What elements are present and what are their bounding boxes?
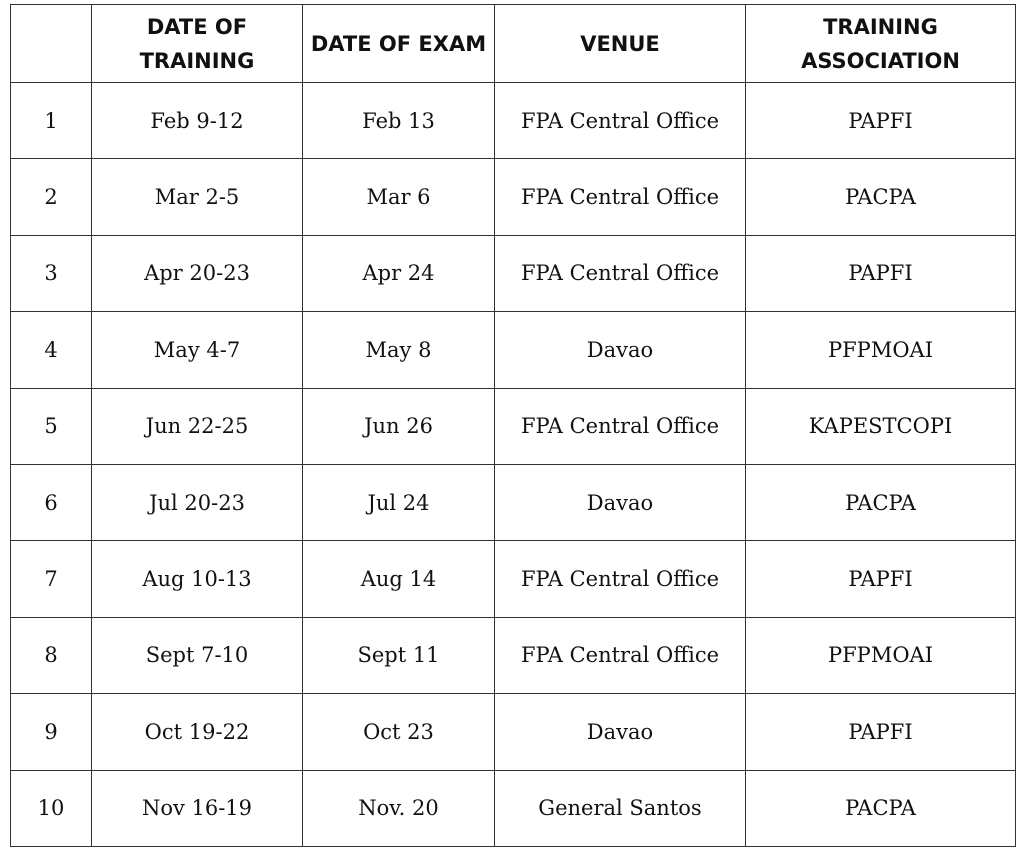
table-row	[11, 159, 1016, 235]
cell-date-of-exam: Jul 24	[303, 464, 495, 540]
cell-number: 10	[11, 770, 92, 846]
table-header	[11, 5, 1016, 83]
table-row	[11, 694, 1016, 770]
training-schedule-table	[10, 4, 1016, 847]
cell-number: 1	[11, 83, 92, 159]
cell-venue: FPA Central Office	[495, 617, 746, 693]
cell-training-association: PAPFI	[746, 83, 1016, 159]
cell-date-of-exam: Feb 13	[303, 83, 495, 159]
cell-date-of-training: Aug 10-13	[92, 541, 303, 617]
cell-date-of-exam: Jun 26	[303, 388, 495, 464]
header-venue: VENUE	[495, 5, 746, 83]
cell-date-of-training: Mar 2-5	[92, 159, 303, 235]
cell-venue: FPA Central Office	[495, 388, 746, 464]
cell-venue: Davao	[495, 464, 746, 540]
cell-venue: FPA Central Office	[495, 159, 746, 235]
cell-date-of-exam: Apr 24	[303, 235, 495, 311]
cell-date-of-training: Jun 22-25	[92, 388, 303, 464]
cell-number: 3	[11, 235, 92, 311]
cell-venue: Davao	[495, 312, 746, 388]
cell-date-of-exam: Sept 11	[303, 617, 495, 693]
header-date-of-exam: DATE OF EXAM	[303, 5, 495, 83]
table-row	[11, 312, 1016, 388]
cell-number: 4	[11, 312, 92, 388]
cell-training-association: PFPMOAI	[746, 312, 1016, 388]
cell-number: 5	[11, 388, 92, 464]
cell-training-association: PFPMOAI	[746, 617, 1016, 693]
cell-training-association: PACPA	[746, 464, 1016, 540]
table-row	[11, 770, 1016, 846]
cell-date-of-exam: May 8	[303, 312, 495, 388]
table-row	[11, 235, 1016, 311]
cell-date-of-training: Feb 9-12	[92, 83, 303, 159]
cell-venue: FPA Central Office	[495, 235, 746, 311]
header-training-association: TRAINING ASSOCIATION	[746, 5, 1016, 83]
cell-date-of-training: May 4-7	[92, 312, 303, 388]
table-row	[11, 617, 1016, 693]
cell-date-of-exam: Oct 23	[303, 694, 495, 770]
cell-venue: Davao	[495, 694, 746, 770]
cell-venue: FPA Central Office	[495, 541, 746, 617]
cell-date-of-training: Apr 20-23	[92, 235, 303, 311]
cell-date-of-exam: Nov. 20	[303, 770, 495, 846]
table-body	[11, 83, 1016, 847]
table-row	[11, 83, 1016, 159]
cell-training-association: PAPFI	[746, 235, 1016, 311]
cell-date-of-training: Sept 7-10	[92, 617, 303, 693]
cell-date-of-exam: Mar 6	[303, 159, 495, 235]
cell-training-association: PAPFI	[746, 541, 1016, 617]
cell-venue: FPA Central Office	[495, 83, 746, 159]
cell-venue: General Santos	[495, 770, 746, 846]
cell-date-of-training: Nov 16-19	[92, 770, 303, 846]
cell-date-of-training: Jul 20-23	[92, 464, 303, 540]
cell-training-association: KAPESTCOPI	[746, 388, 1016, 464]
cell-number: 7	[11, 541, 92, 617]
cell-number: 8	[11, 617, 92, 693]
schedule-table-container	[10, 4, 1016, 847]
cell-date-of-exam: Aug 14	[303, 541, 495, 617]
cell-number: 6	[11, 464, 92, 540]
table-row	[11, 388, 1016, 464]
cell-number: 9	[11, 694, 92, 770]
table-row	[11, 464, 1016, 540]
cell-date-of-training: Oct 19-22	[92, 694, 303, 770]
header-row	[11, 5, 1016, 83]
header-number	[11, 5, 92, 83]
header-date-of-training: DATE OF TRAINING	[92, 5, 303, 83]
cell-training-association: PAPFI	[746, 694, 1016, 770]
cell-training-association: PACPA	[746, 159, 1016, 235]
cell-training-association: PACPA	[746, 770, 1016, 846]
table-row	[11, 541, 1016, 617]
cell-number: 2	[11, 159, 92, 235]
